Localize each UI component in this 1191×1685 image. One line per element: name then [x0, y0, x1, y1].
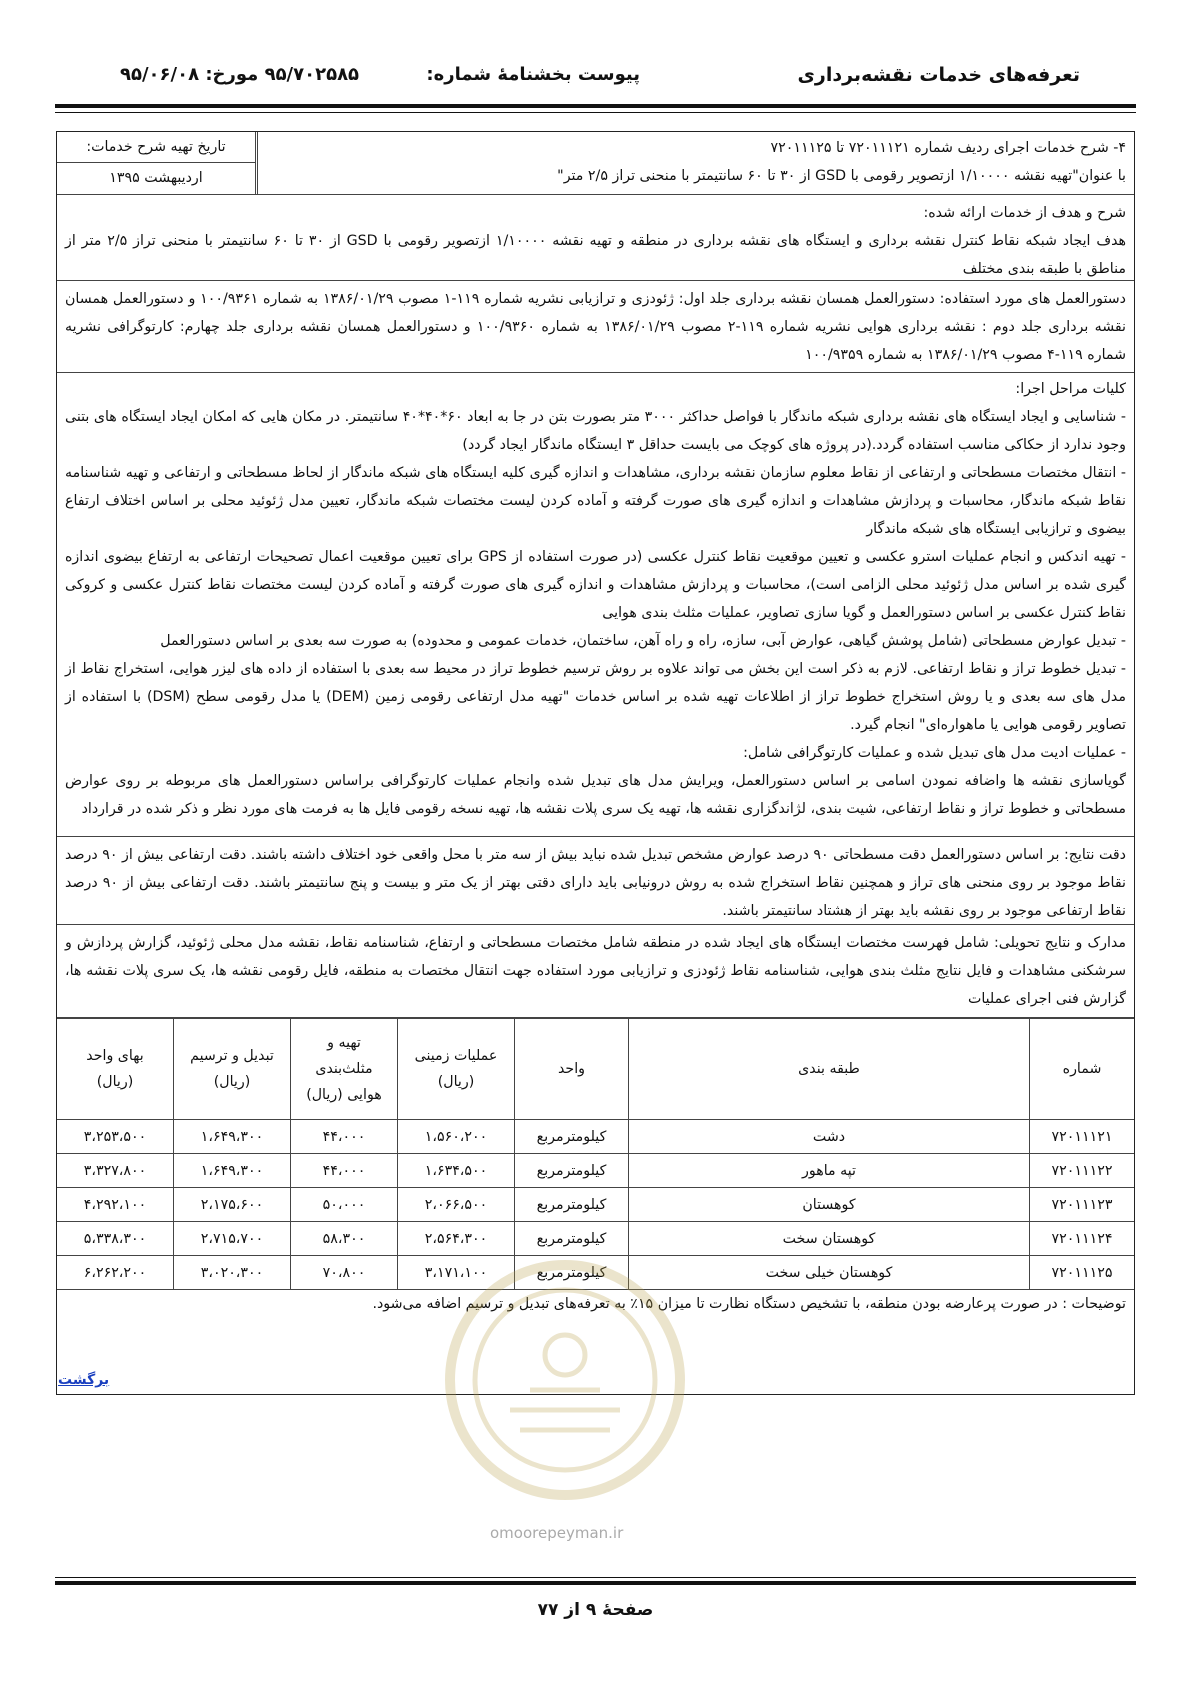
table-notes: توضیحات : در صورت پرعارضه بودن منطقه، با تشخیص دستگاه نظارت تا میزان ۱۵٪ به تعرفه‌های تبدیل و ترسیم اضافه می‌شود. — [372, 1296, 1126, 1312]
cell-number: ۷۲۰۱۱۱۲۴ — [1030, 1222, 1135, 1256]
cell-unit: کیلومترمربع — [515, 1188, 629, 1222]
prep-date-label: تاریخ تهیه شرح خدمات: — [57, 132, 255, 163]
cell-compilation: ۱،۶۴۹،۳۰۰ — [174, 1154, 291, 1188]
standards-text: دستورالعمل های مورد استفاده: دستورالعمل همسان نقشه برداری جلد اول: ژئودزی و ترازیابی نشریه شماره ۱۱۹-۱ مصوب ۱۳۸۶/۰۱/۲۹ به شماره ۱۰۰/۹۳۶۱ و دستورالعمل همسان نقشه برداری جلد دوم : نقشه برداری هوایی نشریه شماره ۱۱۹-۲ مصوب ۱۳۸۶/۰۱/۲۹ به شماره ۱۰۰/۹۳۶۰ و دستورالعمل همسان نقشه برداری جلد چهارم: کارتوگرافی نشریه شماره ۱۱۹-۴ مصوب ۱۳۸۶/۰۱/۲۹ به شماره ۱۰۰/۹۳۵۹ — [65, 291, 1126, 363]
page-number: صفحهٔ ۹ از ۷۷ — [537, 1600, 654, 1620]
cell-unit: کیلومترمربع — [515, 1222, 629, 1256]
cell-ground-ops: ۱،۶۳۴،۵۰۰ — [398, 1154, 515, 1188]
table-row — [57, 1154, 1134, 1188]
col-number: شماره — [1030, 1019, 1135, 1120]
cell-number: ۷۲۰۱۱۱۲۵ — [1030, 1256, 1135, 1290]
goal-heading: شرح و هدف از خدمات ارائه شده: — [923, 205, 1126, 221]
cell-unit-price: ۴،۲۹۲،۱۰۰ — [57, 1188, 174, 1222]
accuracy-text: دقت نتایج: بر اساس دستورالعمل دقت مسطحاتی ۹۰ درصد عوارض مشخص تبدیل شده نباید بیش از سه متر با محل واقعی خود اختلاف داشته باشند. دقت ارتفاعی بیش از ۹۰ درصد نقاط موجود بر روی منحنی های تراز و همچنین نقاط استخراج شده به روش درونیابی باید دارای دقتی بهتر از یک متر و بیست و پنج سانتیمتر باشند. دقت ارتفاعی بیش از ۹۰ درصد نقاط ارتفاعی موجود بر روی نقشه باید بهتر از هشتاد سانتیمتر باشند. — [65, 847, 1126, 919]
table-row — [57, 1188, 1134, 1222]
cell-unit: کیلومترمربع — [515, 1154, 629, 1188]
cell-unit-price: ۵،۳۳۸،۳۰۰ — [57, 1222, 174, 1256]
cell-number: ۷۲۰۱۱۱۲۱ — [1030, 1120, 1135, 1154]
cell-ground-ops: ۳،۱۷۱،۱۰۰ — [398, 1256, 515, 1290]
standards-section — [57, 281, 1134, 373]
footer-rule-thick — [55, 1581, 1136, 1585]
service-title: با عنوان"تهیه نقشه ۱/۱۰۰۰۰ ازتصویر رقومی با GSD از ۳۰ تا ۶۰ سانتیمتر با منحنی تراز ۲/۵ متر" — [557, 168, 1126, 184]
col-ground-ops: عملیات زمینی (ریال) — [398, 1019, 515, 1120]
title-row — [57, 132, 1134, 195]
cell-classification: کوهستان — [629, 1188, 1030, 1222]
cell-aerial: ۵۸،۳۰۰ — [291, 1222, 398, 1256]
seal-watermark-icon — [440, 1255, 690, 1505]
table-row — [57, 1120, 1134, 1154]
cell-unit-price: ۶،۲۶۲،۲۰۰ — [57, 1256, 174, 1290]
cell-compilation: ۲،۷۱۵،۷۰۰ — [174, 1222, 291, 1256]
prep-date-cell — [57, 132, 255, 194]
header-circular: پیوست بخشنامهٔ شماره: — [426, 64, 640, 85]
step-item: - عملیات ادیت مدل های تبدیل شده و عملیات کارتوگرافی شامل: — [743, 745, 1126, 761]
cell-aerial: ۷۰،۸۰۰ — [291, 1256, 398, 1290]
header-title: تعرفه‌های خدمات نقشه‌برداری — [797, 64, 1080, 86]
back-link[interactable]: برگشت — [58, 1372, 110, 1388]
cell-ground-ops: ۲،۰۶۶،۵۰۰ — [398, 1188, 515, 1222]
table-header-row — [57, 1019, 1134, 1120]
steps-section — [57, 373, 1134, 837]
cell-compilation: ۳،۰۲۰،۳۰۰ — [174, 1256, 291, 1290]
watermark-text: omoorepeyman.ir — [490, 1524, 624, 1542]
cell-classification: تپه ماهور — [629, 1154, 1030, 1188]
step-item: - تبدیل عوارض مسطحاتی (شامل پوشش گیاهی، عوارض آبی، سازه، راه و راه آهن، ساختمان، خدمات عمومی و محدوده) به صورت سه بعدی بر اساس دستورالعمل — [160, 633, 1126, 649]
cell-unit-price: ۳،۲۵۳،۵۰۰ — [57, 1120, 174, 1154]
cell-ground-ops: ۲،۵۶۴،۳۰۰ — [398, 1222, 515, 1256]
col-classification: طبقه بندی — [629, 1019, 1030, 1120]
cell-number: ۷۲۰۱۱۱۲۳ — [1030, 1188, 1135, 1222]
cell-ground-ops: ۱،۵۶۰،۲۰۰ — [398, 1120, 515, 1154]
step-item: گویاسازی نقشه ها واضافه نمودن اسامی بر اساس دستورالعمل، ویرایش مدل های تبدیل شده وانجام عملیات کارتوگرافی براساس دستورالعمل های مربوطه بر روی عوارض مسطحاتی و خطوط تراز و نقاط ارتفاعی، شیت بندی، لژاندگزاری نقشه ها، تهیه یک سری پلات نقشه ها، تهیه نسخه رقومی فایل ها به فرمت های مورد نظر و ذکر شده در قرارداد — [65, 773, 1126, 817]
page-header — [120, 58, 1080, 94]
service-description-frame — [56, 131, 1135, 1395]
prep-date-value: اردیبهشت ۱۳۹۵ — [109, 170, 203, 186]
header-rule-thick — [55, 104, 1136, 108]
cell-number: ۷۲۰۱۱۱۲۲ — [1030, 1154, 1135, 1188]
service-title-cell — [255, 132, 1134, 194]
col-compilation: تبدیل و ترسیم (ریال) — [174, 1019, 291, 1120]
deliverables-text: مدارک و نتایج تحویلی: شامل فهرست مختصات ایستگاه های ایجاد شده در منطقه شامل مختصات مسطحاتی و ارتفاع، شناسنامه نقاط، نقشه مدل محلی ژئوئید، گزارش پردازش و سرشکنی مشاهدات و فایل نتایج مثلث بندی هوایی، شناسنامه نقاط ژئودزی و ترازیابی مورد استفاده جهت انتقال مختصات به منطقه، فایل رقومی نقشه ها، یک سری پلات نقشه ها، گزارش فنی اجرای عملیات — [65, 935, 1126, 1007]
footer-rule-thin — [55, 1577, 1136, 1578]
cell-classification: کوهستان سخت — [629, 1222, 1030, 1256]
col-unit-price: بهای واحد (ریال) — [57, 1019, 174, 1120]
goal-text: هدف ایجاد شبکه نقاط کنترل نقشه برداری و ایستگاه های نقشه برداری در منطقه و تهیه نقشه ۱/۱۰۰۰۰ ازتصویر رقومی با GSD از ۳۰ تا ۶۰ سانتیمتر با منحنی تراز ۲/۵ متر از مناطق با طبقه بندی مختلف — [65, 233, 1126, 277]
cell-classification: کوهستان خیلی سخت — [629, 1256, 1030, 1290]
service-row-range: ۴- شرح خدمات اجرای ردیف شماره ۷۲۰۱۱۱۲۱ تا ۷۲۰۱۱۱۲۵ — [770, 140, 1126, 156]
table-row — [57, 1222, 1134, 1256]
col-aerial-triangulation: تهیه و مثلث‌بندی هوایی (ریال) — [291, 1019, 398, 1120]
header-number-date: ۹۵/۷۰۲۵۸۵ مورخ: ۹۵/۰۶/۰۸ — [120, 64, 360, 85]
accuracy-section — [57, 837, 1134, 925]
cell-unit-price: ۳،۳۲۷،۸۰۰ — [57, 1154, 174, 1188]
tariff-table — [57, 1018, 1134, 1290]
cell-aerial: ۴۴،۰۰۰ — [291, 1154, 398, 1188]
cell-unit: کیلومترمربع — [515, 1120, 629, 1154]
steps-heading: کلیات مراحل اجرا: — [1015, 381, 1126, 397]
step-item: - انتقال مختصات مسطحاتی و ارتفاعی از نقاط معلوم سازمان نقشه برداری، مشاهدات و اندازه گیری کلیه ایستگاه های شبکه ماندگار از لحاظ مسطحاتی و ارتفاعی و تهیه شناسنامه نقاط شبکه ماندگار، محاسبات و پردازش مشاهدات و اندازه گیری های صورت گرفته و آماده کردن لیست مختصات شبکه ماندگار، تعیین مدل ژئوئید محلی بر اساس اختلاف ارتفاع بیضوی و ترازیابی ایستگاه های شبکه ماندگار — [65, 465, 1126, 537]
goal-section — [57, 195, 1134, 281]
cell-unit: کیلومترمربع — [515, 1256, 629, 1290]
step-item: - شناسایی و ایجاد ایستگاه های نقشه برداری شبکه ماندگار با فواصل حداکثر ۳۰۰۰ متر بصورت بتن در جا به ابعاد ۶۰*۴۰*۴۰ سانتیمتر. در مکان هایی که امکان ایجاد ایستگاه های بتنی وجود ندارد از حکاکی مناسب استفاده گردد.(در پروژه های کوچک می بایست حداقل ۳ ایستگاه ماندگار ایجاد گردد) — [65, 409, 1126, 453]
cell-aerial: ۵۰،۰۰۰ — [291, 1188, 398, 1222]
step-item: - تبدیل خطوط تراز و نقاط ارتفاعی. لازم به ذکر است این بخش می تواند علاوه بر روش ترسیم خطوط تراز در محیط سه بعدی با استفاده از داده های لیزر هوایی، استخراج نقاط از مدل های سه بعدی و یا روش استخراج خطوط تراز از اطلاعات تهیه شده بر اساس خدمات "تهیه مدل ارتفاعی رقومی زمین (DEM) یا مدل رقومی سطح (DSM) با استفاده از تصاویر رقومی هوایی یا ماهواره‌ای" انجام گیرد. — [65, 661, 1126, 733]
header-rule-thin — [55, 112, 1136, 113]
deliverables-section — [57, 925, 1134, 1018]
cell-compilation: ۱،۶۴۹،۳۰۰ — [174, 1120, 291, 1154]
col-unit: واحد — [515, 1019, 629, 1120]
cell-classification: دشت — [629, 1120, 1030, 1154]
cell-aerial: ۴۴،۰۰۰ — [291, 1120, 398, 1154]
cell-compilation: ۲،۱۷۵،۶۰۰ — [174, 1188, 291, 1222]
step-item: - تهیه اندکس و انجام عملیات استرو عکسی و تعیین موقعیت نقاط کنترل عکسی (در صورت استفاده از GPS برای تعیین موقعیت اعمال تصحیحات ارتفاعی به ارتفاع بیضوی اندازه گیری شده بر اساس مدل ژئوئید محلی الزامی است)، محاسبات و پردازش مشاهدات و اندازه گیری های صورت گرفته و آماده کردن لیست مختصات نقاط کنترل عکسی و کروکی نقاط کنترل عکسی بر اساس دستورالعمل و گویا سازی تصاویر، عملیات مثلث بندی هوایی — [65, 549, 1126, 621]
